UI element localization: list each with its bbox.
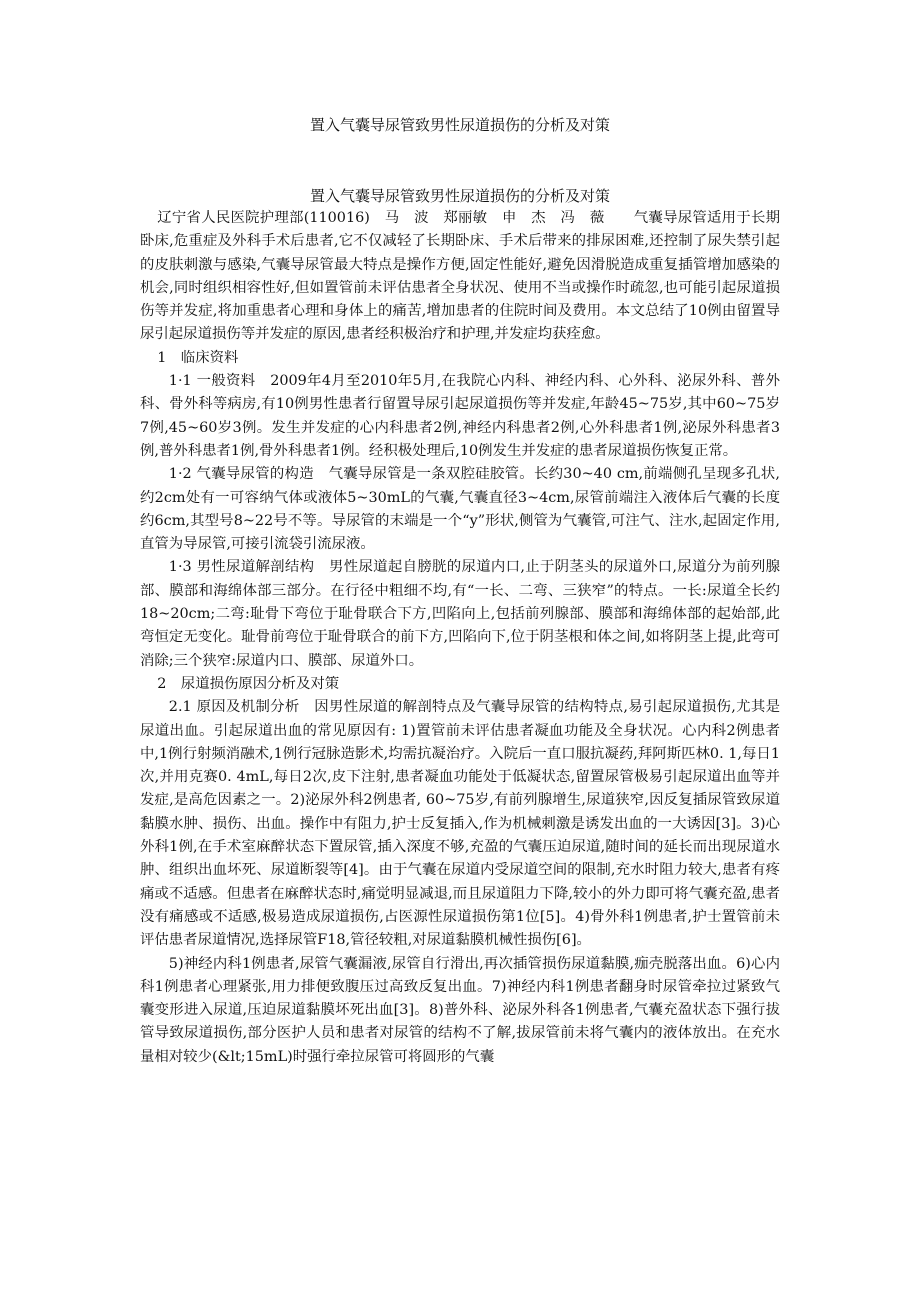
paragraph-general-data: 1·1 一般资料 2009年4月至2010年5月,在我院心内科、神经内科、心外科、泌尿外科、普外科、骨外科等病房,有10例男性患者行留置导尿引起尿道损伤等并发症,年龄45~75岁,其中60~75岁7例,45~60岁3例。发生并发症的心内科患者2例,神经内科患者2例,心外科患者1例,泌尿外科患者3例,普外科患者1例,骨外科患者1例。经积极处理后,10例发生并发症的患者尿道损伤恢复正常。 [140, 373, 780, 459]
article-body [140, 185, 780, 1069]
section-heading-injury-analysis: 2 尿道损伤原因分析及对策 [157, 675, 340, 692]
page-title: 置入气囊导尿管致男性尿道损伤的分析及对策 [309, 116, 610, 134]
author-and-abstract-paragraph: 辽宁省人民医院护理部(110016) 马 波 郑丽敏 申 杰 冯 薇 气囊导尿管适用于长期卧床,危重症及外科手术后患者,它不仅减轻了长期卧床、手术后带来的排尿困难,还控制了尿失禁引起的皮肤刺激与感染,气囊导尿管最大特点是操作方便,固定性能好,避免因滑脱造成重复插管增加感染的机会,同时组织相容性好,但如置管前未评估患者全身状况、使用不当或操作时疏忽,也可能引起尿道损伤等并发症,将加重患者心理和身体上的痛苦,增加患者的住院时间及费用。本文总结了10例由留置导尿引起尿道损伤等并发症的原因,患者经积极治疗和护理,并发症均获痊愈。 [140, 210, 780, 343]
paragraph-catheter-structure: 1·2 气囊导尿管的构造 气囊导尿管是一条双腔硅胶管。长约30~40 cm,前端侧孔呈现多孔状,约2cm处有一可容纳气体或液体5~30mL的气囊,气囊直径3~4cm,尿管前端注入液体后气囊的长度约6cm,其型号8~22号不等。导尿管的末端是一个“y”形状,侧管为气囊管,可注气、注水,起固定作用,直管为导尿管,可接引流袋引流尿液。 [140, 466, 780, 553]
section-heading-clinical-data: 1 临床资料 [157, 349, 239, 366]
article-title: 置入气囊导尿管致男性尿道损伤的分析及对策 [309, 187, 610, 205]
paragraph-urethra-anatomy: 1·3 男性尿道解剖结构 男性尿道起自膀胱的尿道内口,止于阴茎头的尿道外口,尿道分为前列腺部、膜部和海绵体部三部分。在行径中粗细不均,有“一长、二弯、三狭窄”的特点。一长:尿道全长约18~20cm;二弯:耻骨下弯位于耻骨联合下方,凹陷向上,包括前列腺部、膜部和海绵体部的起始部,此弯恒定无变化。耻骨前弯位于耻骨联合的前下方,凹陷向下,位于阴茎根和体之间,如将阴茎上提,此弯可消除;三个狭窄:尿道内口、膜部、尿道外口。 [140, 559, 780, 669]
paragraph-further-causes: 5)神经内科1例患者,尿管气囊漏液,尿管自行滑出,再次插管损伤尿道黏膜,痂壳脱落出血。6)心内科1例患者心理紧张,用力排便致腹压过高致反复出血。7)神经内科1例患者翻身时尿管牵拉过紧致气囊变形进入尿道,压迫尿道黏膜坏死出血[3]。8)普外科、泌尿外科各1例患者,气囊充盈状态下强行拔管导致尿道损伤,部分医护人员和患者对尿管的结构不了解,拔尿管前未将气囊内的液体放出。在充水量相对较少(&lt;15mL)时强行牵拉尿管可将圆形的气囊 [140, 955, 780, 1065]
paragraph-cause-mechanism: 2.1 原因及机制分析 因男性尿道的解剖特点及气囊导尿管的结构特点,易引起尿道损伤,尤其是尿道出血。引起尿道出血的常见原因有: 1)置管前未评估患者凝血功能及全身状况。心内科2例患者中,1例行射频消融术,1例行冠脉造影术,均需抗凝治疗。入院后一直口服抗凝药,拜阿斯匹林0. 1,每日1次,并用克赛0. 4mL,每日2次,皮下注射,患者凝血功能处于低凝状态,留置尿管极易引起尿道出血等并发症,是高危因素之一。2)泌尿外科2例患者, 60~75岁,有前列腺增生,尿道狭窄,因反复插尿管致尿道黏膜水肿、损伤、出血。操作中有阻力,护士反复插入,作为机械刺激是诱发出血的一大诱因[3]。3)心外科1例,在手术室麻醉状态下置尿管,插入深度不够,充盈的气囊压迫尿道,随时间的延长而出现尿道水肿、组织出血坏死、尿道断裂等[4]。由于气囊在尿道内受尿道空间的限制,充水时阻力较大,患者有疼痛或不适感。但患者在麻醉状态时,痛觉明显减退,而且尿道阻力下降,较小的外力即可将气囊充盈,患者没有痛感或不适感,极易造成尿道损伤,占医源性尿道损伤第1位[5]。4)骨外科1例患者,护士置管前未评估患者尿道情况,选择尿管F18,管径较粗,对尿道黏膜机械性损伤[6]。 [140, 699, 780, 949]
